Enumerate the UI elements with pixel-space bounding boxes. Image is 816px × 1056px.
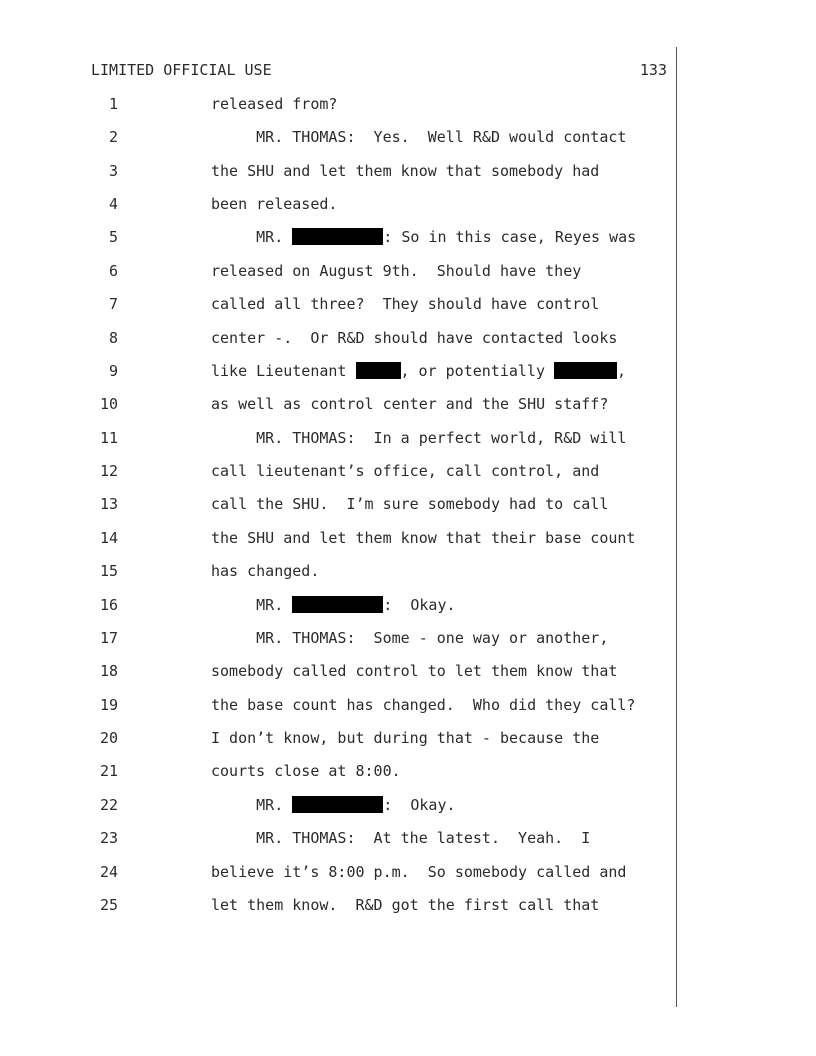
line-number: 8	[108, 329, 118, 347]
line-text-segment: MR.	[211, 596, 293, 614]
line-text-segment: MR.	[211, 228, 293, 246]
transcript-line	[211, 295, 599, 313]
line-number: 22	[99, 796, 118, 814]
line-text-segment: has changed.	[211, 562, 320, 580]
line-number: 15	[99, 562, 118, 580]
line-text-segment: MR.	[211, 796, 293, 814]
line-number: 24	[99, 863, 118, 881]
line-number: 11	[99, 429, 118, 447]
line-text-segment: somebody called control to let them know that	[211, 662, 618, 680]
line-text-segment: center -. Or R&D should have contacted looks	[211, 329, 618, 347]
line-text-segment: released from?	[211, 95, 338, 113]
line-number: 12	[99, 462, 118, 480]
redaction-box	[292, 228, 383, 245]
transcript-line	[211, 762, 401, 780]
transcript-line	[211, 796, 456, 814]
line-number: 4	[108, 195, 118, 213]
transcript-line	[211, 329, 617, 347]
line-text-segment: ,	[617, 362, 627, 380]
line-text-segment: MR. THOMAS: At the latest. Yeah. I	[211, 829, 591, 847]
classification-header: LIMITED OFFICIAL USE	[91, 61, 272, 79]
redaction-box	[356, 362, 401, 379]
line-number: 7	[108, 295, 118, 313]
transcript-line	[211, 863, 626, 881]
redaction-box	[292, 796, 383, 813]
line-number: 5	[108, 228, 118, 246]
line-text-segment: I don’t know, but during that - because the	[211, 729, 600, 747]
line-text-segment: released on August 9th. Should have they	[211, 262, 582, 280]
line-text-segment: : So in this case, Reyes was	[383, 228, 637, 246]
line-text-segment: the SHU and let them know that somebody had	[211, 162, 600, 180]
transcript-line	[211, 395, 608, 413]
line-text-segment: been released.	[211, 195, 338, 213]
redaction-box	[554, 362, 617, 379]
transcript-line	[211, 829, 590, 847]
transcript-line	[211, 228, 636, 246]
line-text-segment: MR. THOMAS: Some - one way or another,	[211, 629, 609, 647]
line-text-segment: let them know. R&D got the first call that	[211, 896, 600, 914]
redaction-box	[292, 596, 383, 613]
line-number: 9	[108, 362, 118, 380]
transcript-line	[211, 362, 626, 380]
line-text-segment: : Okay.	[383, 796, 456, 814]
line-text-segment: called all three? They should have control	[211, 295, 600, 313]
line-number: 10	[99, 395, 118, 413]
transcript-line	[211, 495, 608, 513]
transcript-line	[211, 462, 599, 480]
line-text-segment: believe it’s 8:00 p.m. So somebody called and	[211, 863, 627, 881]
line-number: 16	[99, 596, 118, 614]
line-number: 23	[99, 829, 118, 847]
transcript-line	[211, 596, 456, 614]
transcript-line	[211, 162, 599, 180]
transcript-line	[211, 429, 626, 447]
transcript-line	[211, 696, 635, 714]
line-text-segment: MR. THOMAS: In a perfect world, R&D will	[211, 429, 627, 447]
line-number: 21	[99, 762, 118, 780]
transcript-line	[211, 562, 319, 580]
transcript-line	[211, 662, 617, 680]
line-number: 14	[99, 529, 118, 547]
page-number: 133	[639, 61, 667, 79]
transcript-line	[211, 896, 599, 914]
line-text-segment: the SHU and let them know that their base count	[211, 529, 636, 547]
transcript-line	[211, 629, 608, 647]
transcript-line	[211, 95, 337, 113]
line-text-segment: as well as control center and the SHU staff?	[211, 395, 609, 413]
line-text-segment: MR. THOMAS: Yes. Well R&D would contact	[211, 128, 627, 146]
line-text-segment: like Lieutenant	[211, 362, 356, 380]
line-number: 19	[99, 696, 118, 714]
line-number: 1	[108, 95, 118, 113]
transcript-line	[211, 729, 599, 747]
line-number: 3	[108, 162, 118, 180]
line-number: 18	[99, 662, 118, 680]
right-margin-rule	[676, 47, 677, 1007]
line-number: 20	[99, 729, 118, 747]
transcript-line	[211, 195, 337, 213]
line-text-segment: call lieutenant’s office, call control, and	[211, 462, 600, 480]
line-text-segment: the base count has changed. Who did they call?	[211, 696, 636, 714]
line-text-segment: call the SHU. I’m sure somebody had to call	[211, 495, 609, 513]
line-number: 17	[99, 629, 118, 647]
transcript-line	[211, 262, 581, 280]
line-number: 2	[108, 128, 118, 146]
line-number: 13	[99, 495, 118, 513]
transcript-line	[211, 128, 626, 146]
line-number: 25	[99, 896, 118, 914]
line-number: 6	[108, 262, 118, 280]
line-text-segment: courts close at 8:00.	[211, 762, 401, 780]
line-text-segment: , or potentially	[400, 362, 555, 380]
line-text-segment: : Okay.	[383, 596, 456, 614]
transcript-line	[211, 529, 635, 547]
